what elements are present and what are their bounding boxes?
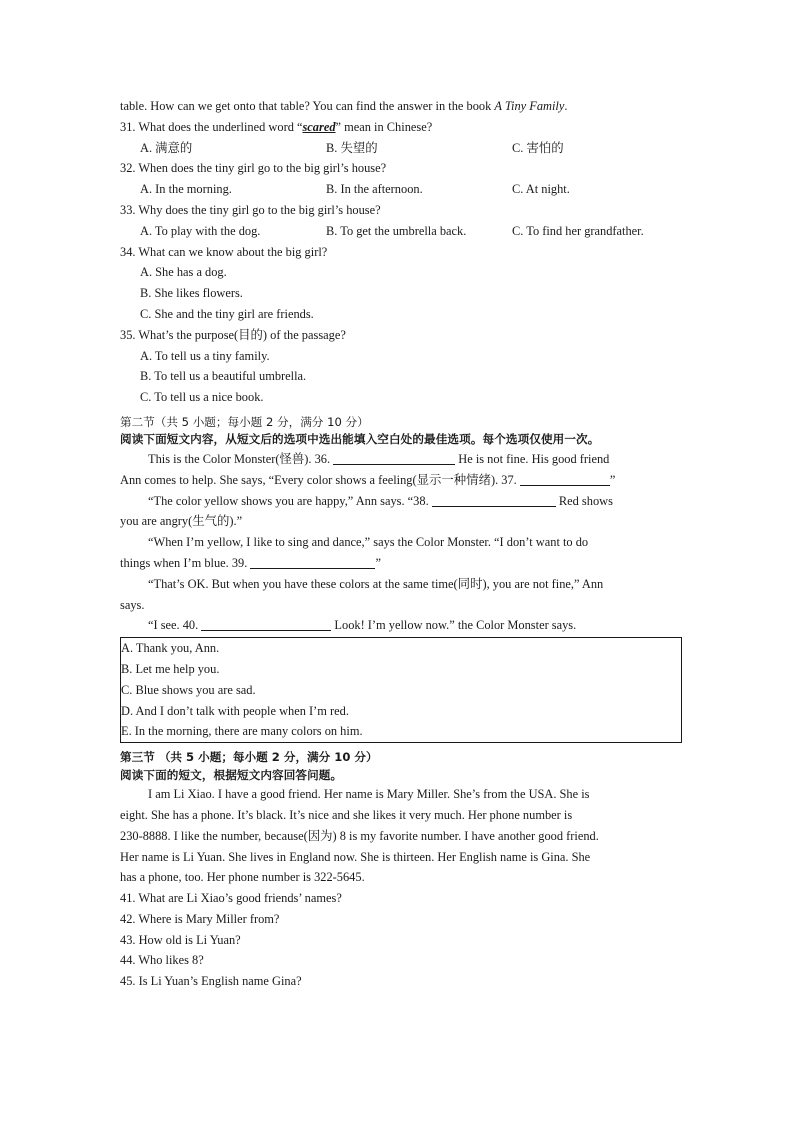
option-a[interactable]: A. 满意的	[140, 140, 193, 155]
cloze-text: “I see. 40.	[148, 618, 202, 633]
blank-37[interactable]	[520, 471, 610, 486]
question-42: 42. Where is Mary Miller from?	[120, 911, 280, 926]
blank-36[interactable]	[333, 450, 455, 465]
book-title: A Tiny Family	[494, 99, 565, 113]
blank-40[interactable]	[201, 616, 331, 631]
cloze-text: He is not fine. His good friend	[455, 451, 610, 466]
cloze-text: This is the Color Monster(怪兽). 36.	[148, 451, 334, 466]
options-31	[120, 138, 682, 159]
option-a[interactable]: A. To tell us a tiny family.	[140, 348, 270, 363]
blank-38[interactable]	[432, 492, 556, 507]
passage-punct: .	[564, 99, 568, 113]
option-c[interactable]: C. To tell us a nice book.	[140, 390, 264, 405]
cloze-text: Red shows	[555, 493, 613, 508]
options-32	[120, 179, 682, 200]
cloze-paragraph-1	[120, 449, 682, 470]
question-43: 43. How old is Li Yuan?	[120, 932, 241, 947]
question-stem: 31. What does the underlined word “	[120, 119, 303, 134]
question-33: 33. Why does the tiny girl go to the big girl’s house?	[120, 202, 381, 217]
cloze-text: things when I’m blue. 39.	[120, 555, 251, 570]
underlined-word: scared	[302, 119, 336, 134]
cloze-paragraph-1-cont	[120, 470, 682, 491]
options-33	[120, 221, 682, 242]
cloze-text: Look! I’m yellow now.” the Color Monster says.	[331, 618, 577, 633]
question-41: 41. What are Li Xiao’s good friends’ names?	[120, 891, 342, 906]
reading-line-1: I am Li Xiao. I have a good friend. Her name is Mary Miller. She’s from the USA. She is	[148, 787, 590, 802]
choice-b[interactable]: B. Let me help you.	[121, 661, 220, 676]
section-3-heading: 第三节 （共 5 小题；每小题 2 分，满分 10 分）	[120, 750, 378, 765]
question-35: 35. What’s the purpose(目的) of the passage?	[120, 327, 346, 342]
choice-e[interactable]: E. In the morning, there are many colors on him.	[121, 724, 363, 739]
option-b[interactable]: B. In the afternoon.	[326, 182, 423, 197]
question-31	[120, 117, 682, 138]
passage-text: table. How can we get onto that table? You can find the answer in the book	[120, 99, 495, 113]
option-c[interactable]: C. 害怕的	[512, 140, 564, 155]
choice-d[interactable]: D. And I don’t talk with people when I’m red.	[121, 703, 349, 718]
choice-c[interactable]: C. Blue shows you are sad.	[121, 682, 256, 697]
question-32: 32. When does the tiny girl go to the big girl’s house?	[120, 161, 387, 176]
reading-line-3: 230-8888. I like the number, because(因为) 8 is my favorite number. I have another good friend.	[120, 828, 599, 843]
question-34: 34. What can we know about the big girl?	[120, 244, 328, 259]
cloze-text: ”	[375, 555, 381, 570]
cloze-text: “The color yellow shows you are happy,” Ann says. “38.	[148, 493, 432, 508]
reading-line-5: has a phone, too. Her phone number is 322-5645.	[120, 870, 365, 885]
question-stem-end: ” mean in Chinese?	[335, 119, 433, 134]
section-3-instruction: 阅读下面的短文，根据短文内容回答问题。	[120, 767, 343, 782]
cloze-text: Ann comes to help. She says, “Every color shows a feeling(显示一种情绪). 37.	[120, 472, 520, 487]
question-45: 45. Is Li Yuan’s English name Gina?	[120, 974, 302, 989]
option-c[interactable]: C. She and the tiny girl are friends.	[140, 306, 314, 321]
question-44: 44. Who likes 8?	[120, 953, 204, 968]
option-b[interactable]: B. She likes flowers.	[140, 286, 243, 301]
section-2-instruction: 阅读下面短文内容，从短文后的选项中选出能填入空白处的最佳选项。每个选项仅使用一次。	[120, 432, 600, 447]
cloze-paragraph-4: “That’s OK. But when you have these colors at the same time(同时), you are not fine,” Ann	[148, 576, 604, 591]
choice-a[interactable]: A. Thank you, Ann.	[121, 641, 220, 656]
cloze-paragraph-3: “When I’m yellow, I like to sing and dance,” says the Color Monster. “I don’t want to do	[148, 535, 589, 550]
option-a[interactable]: A. She has a dog.	[140, 265, 227, 280]
cloze-paragraph-3-cont	[120, 553, 682, 574]
cloze-paragraph-2-cont: you are angry(生气的).”	[120, 514, 243, 529]
option-a[interactable]: A. In the morning.	[140, 182, 232, 197]
option-c[interactable]: C. To find her grandfather.	[512, 223, 644, 238]
option-a[interactable]: A. To play with the dog.	[140, 223, 261, 238]
cloze-text: ”	[609, 472, 616, 487]
cloze-paragraph-2	[120, 491, 682, 512]
choice-box	[120, 637, 682, 743]
cloze-paragraph-5	[120, 615, 682, 636]
exam-page	[120, 96, 682, 992]
option-b[interactable]: B. To get the umbrella back.	[326, 223, 467, 238]
passage-tail	[120, 96, 682, 117]
option-b[interactable]: B. To tell us a beautiful umbrella.	[140, 369, 307, 384]
reading-line-4: Her name is Li Yuan. She lives in England now. She is thirteen. Her English name is Gina. She	[120, 849, 591, 864]
cloze-paragraph-4-cont: says.	[120, 597, 145, 612]
reading-line-2: eight. She has a phone. It’s black. It’s nice and she likes it very much. Her phone number is	[120, 807, 573, 822]
option-b[interactable]: B. 失望的	[326, 140, 378, 155]
blank-39[interactable]	[250, 554, 375, 569]
option-c[interactable]: C. At night.	[512, 182, 570, 197]
section-2-heading: 第二节（共 5 小题；每小题 2 分，满分 10 分）	[120, 414, 369, 429]
